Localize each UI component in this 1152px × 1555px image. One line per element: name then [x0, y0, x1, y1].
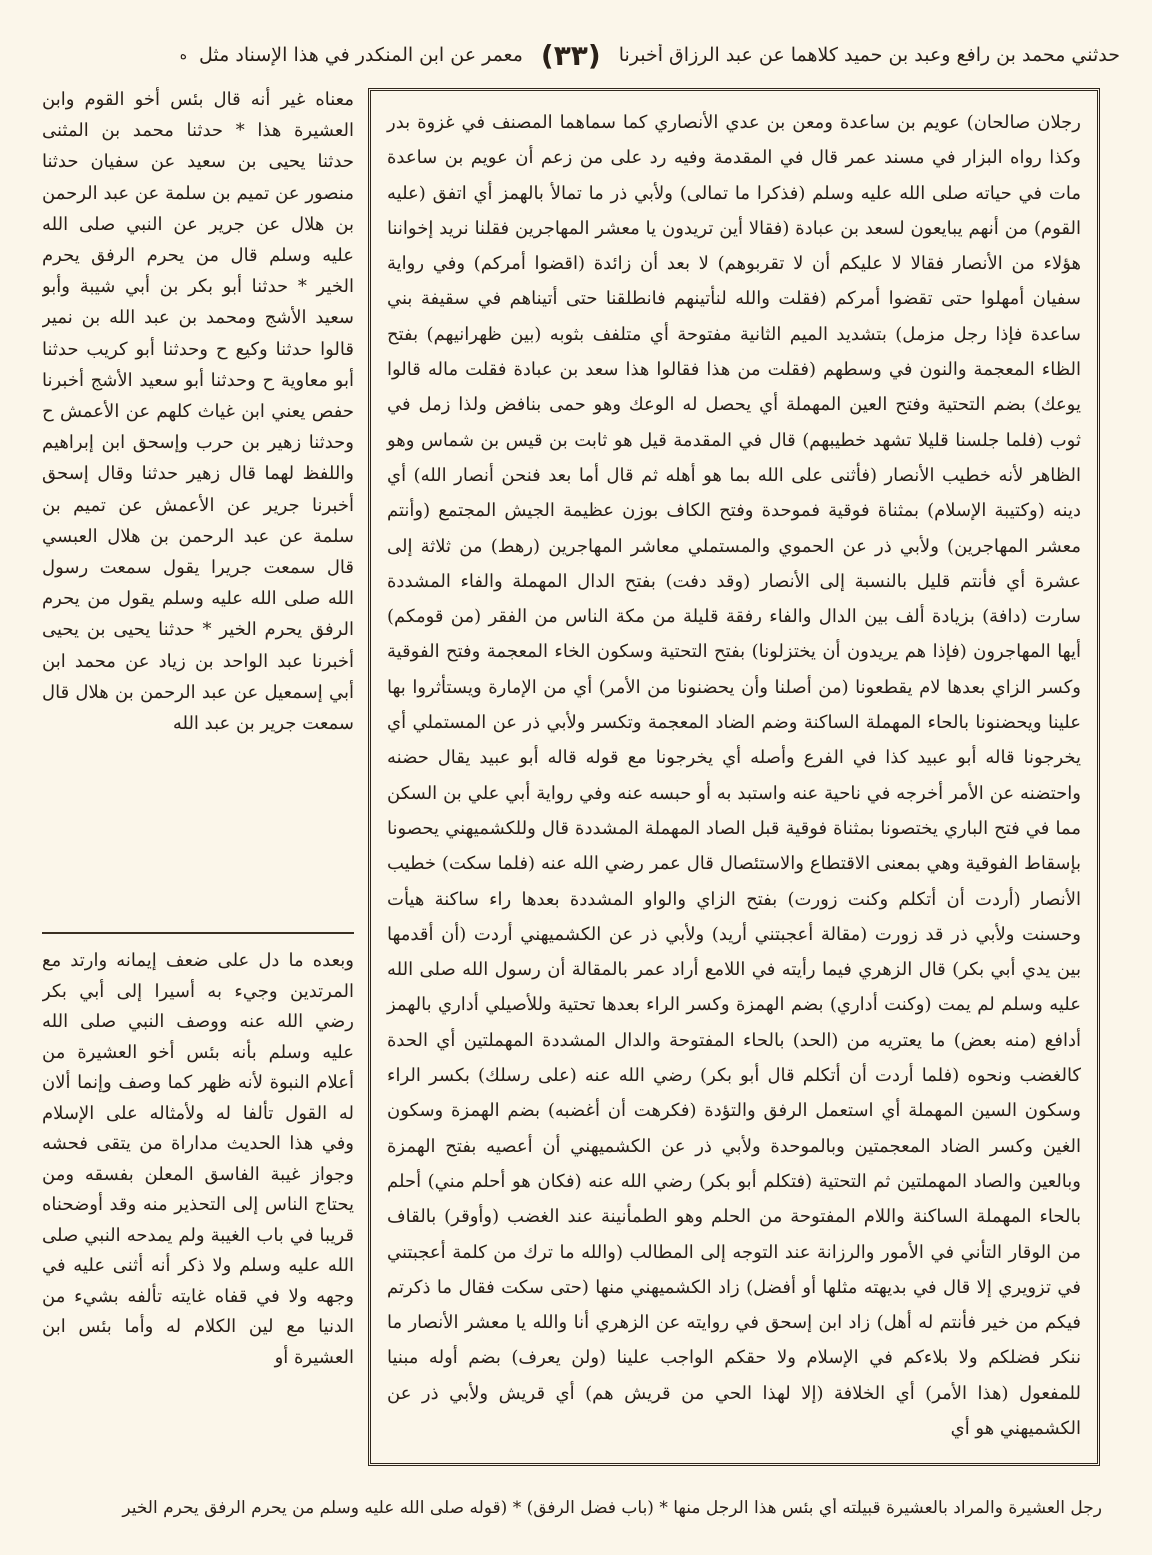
hadith-side-column	[42, 84, 354, 1494]
page-footer: رجل العشيرة والمراد بالعشيرة قبيلته أي بئس هذا الرجل منها * (باب فضل الرفق) * (قوله صلى الله عليه وسلم من يحرم الرفق يحرم الخير	[122, 1498, 1102, 1518]
section-divider	[42, 932, 354, 934]
page-number: (٣٣)	[540, 38, 601, 72]
header-mark: ه	[179, 47, 188, 63]
hadith-text: معناه غير أنه قال بئس أخو القوم وابن العشيرة هذا * حدثنا محمد بن المثنى حدثنا يحيى بن سعيد عن سفيان حدثنا منصور عن تميم بن سلمة عن عبد الرحمن بن هلال عن جرير عن النبي صلى الله عليه وسلم قال من يحرم الرفق يحرم الخير * حدثنا أبو بكر بن أبي شيبة وأبو سعيد الأشج ومحمد بن عبد الله بن نمير قالوا حدثنا وكيع ح وحدثنا أبو كريب حدثنا أبو معاوية ح وحدثنا أبو سعيد الأشج أخبرنا حفص يعني ابن غياث كلهم عن الأعمش ح وحدثنا زهير بن حرب وإسحق ابن إبراهيم واللفظ لهما قال زهير حدثنا وقال إسحق أخبرنا جرير عن الأعمش عن تميم بن سلمة عن عبد الرحمن بن هلال العبسي قال سمعت جريرا يقول سمعت رسول الله صلى الله عليه وسلم يقول من يحرم الرفق يحرم الخير * حدثنا يحيى بن يحيى أخبرنا عبد الواحد بن زياد عن محمد ابن أبي إسمعيل عن عبد الرحمن بن هلال قال سمعت جرير بن عبد الله	[42, 89, 354, 735]
side-commentary-text: وبعده ما دل على ضعف إيمانه وارتد مع المرتدين وجيء به أسيرا إلى أبي بكر رضي الله عنه ووصف النبي صلى الله عليه وسلم بأنه بئس أخو العشيرة من أعلام النبوة لأنه ظهر كما وصف وإنما ألان له القول تألفا له ولأمثاله على الإسلام وفي هذا الحديث مداراة من يتقى فحشه وجواز غيبة الفاسق المعلن بفسقه ومن يحتاج الناس إلى التحذير منه وقد أوضحناه قريبا في باب الغيبة ولم يمدحه النبي صلى الله عليه وسلم ولا ذكر أنه أثنى عليه في وجهه ولا في قفاه غايته تألفه بشيء من الدنيا مع لين الكلام له وأما بئس ابن العشيرة أو	[42, 950, 354, 1368]
commentary-text: رجلان صالحان) عويم بن ساعدة ومعن بن عدي الأنصاري كما سماهما المصنف في غزوة بدر وكذا رواه البزار في مسند عمر قال في المقدمة وفيه رد على من زعم أن عويم بن ساعدة مات في حياته صلى الله عليه وسلم (فذكرا ما تمالى) ولأبي ذر ما تمالأ بالهمز أي اتفق (عليه القوم) من أنهم يبايعون لسعد بن عبادة (فقالا أين تريدون يا معشر المهاجرين فقلنا نريد إخواننا هؤلاء من الأنصار فقالا لا عليكم أن لا تقربوهم) لا بعد أن زائدة (اقضوا أمركم) وفي رواية سفيان أمهلوا حتى تقضوا أمركم (فقلت والله لنأتينهم فانطلقنا حتى أتيناهم في سقيفة بني ساعدة فإذا رجل مزمل) بتشديد الميم الثانية مفتوحة أي متلفف بثوبه (بين ظهرانيهم) بفتح الظاء المعجمة والنون في وسطهم (فقلت من هذا فقالوا هذا سعد بن عبادة فقلت ماله قالوا يوعك) بضم التحتية وفتح العين المهملة أي يحصل له الوعك وهو حمى بنافض ولذا زمل في ثوب (فلما جلسنا قليلا تشهد خطيبهم) قال في المقدمة قيل هو ثابت بن قيس بن شماس وهو الظاهر لأنه خطيب الأنصار (فأثنى على الله بما هو أهله ثم قال أما بعد فنحن أنصار الله) أي دينه (وكتيبة الإسلام) بمثناة فوقية فموحدة وفتح الكاف بوزن عظيمة الجيش المجتمع (وأنتم معشر المهاجرين) ولأبي ذر عن الحموي والمستملي معاشر المهاجرين (رهط) من ثلاثة إلى عشرة أي فأنتم قليل بالنسبة إلى الأنصار (وقد دفت) بفتح الدال المهملة والفاء المشددة سارت (دافة) بزيادة ألف بين الدال والفاء رفقة قليلة من مكة الناس من الفقر (من قومكم) أيها المهاجرون (فإذا هم يريدون أن يختزلونا) بفتح التحتية وسكون الخاء المعجمة وفتح الفوقية وكسر الزاي بعدها لام يقطعونا (من أصلنا وأن يحضنونا من الأمر) أي من الإمارة ويستأثروا بها علينا ويحضنونا بالحاء المهملة الساكنة وضم الضاد المعجمة وتكسر ولأبي ذر عن المستملي أي يخرجونا قاله أبو عبيد كذا في الفرع وأصله أي يخرجونا مع قوله قاله أبو عبيد يقال حضنه واحتضنه عن الأمر أخرجه في ناحية عنه واستبد به أو حبسه عنه وفي رواية أبي علي بن السكن مما في فتح الباري يختصونا بمثناة فوقية قبل الصاد المهملة المشددة قال وللكشميهني يحصونا بإسقاط الفوقية وهي بمعنى الاقتطاع والاستئصال قال عمر رضي الله عنه (فلما سكت) خطيب الأنصار (أردت أن أتكلم وكنت زورت) بفتح الزاي والواو المشددة بعدها راء ساكنة هيأت وحسنت ولأبي ذر قد زورت (مقالة أعجبتني أريد) ولأبي ذر عن الكشميهني أردت (أن أقدمها بين يدي أبي بكر) قال الزهري فيما رأيته في اللامع أراد عمر بالمقالة أن رسول الله صلى الله عليه وسلم لم يمت (وكنت أداري) بضم الهمزة وكسر الراء بعدها تحتية وللأصيلي أداري بالهمز أدافع (منه بعض) ما يعتريه من (الحد) بالحاء المفتوحة والدال المشددة المهملتين أي الحدة كالغضب ونحوه (فلما أردت أن أتكلم قال أبو بكر) رضي الله عنه (على رسلك) بكسر الراء وسكون السين المهملة أي استعمل الرفق والتؤدة (فكرهت أن أغضبه) بضم الهمزة وسكون الغين وكسر الضاد المعجمتين وبالموحدة ولأبي ذر عن الكشميهني أن أعصيه بفتح الهمزة وبالعين والصاد المهملتين ثم التحتية (فتكلم أبو بكر) رضي الله عنه (فكان هو أحلم مني) أحلم بالحاء المهملة الساكنة واللام المفتوحة من الحلم وهو الطمأنينة عند الغضب (وأوقر) بالقاف من الوقار التأني في الأمور والرزانة عند التوجه إلى المطالب (والله ما ترك من كلمة أعجبتني في تزويري إلا قال في بديهته مثلها أو أفضل) زاد الكشميهني منها (حتى سكت فقال ما ذكرتم فيكم من خير فأنتم له أهل) زاد ابن إسحق في روايته عن الزهري أنا والله يا معشر الأنصار ما ننكر فضلكم ولا بلاءكم في الإسلام ولا حقكم الواجب علينا (ولن يعرف) بضم أوله مبنيا للمفعول (هذا الأمر) أي الخلافة (إلا لهذا الحي من قريش هم) أي قريش ولأبي ذر عن الكشميهني هو أي	[387, 112, 1082, 1439]
header-right-text: حدثني محمد بن رافع وعبد بن حميد كلاهما عن عبد الرزاق أخبرنا	[618, 44, 1120, 66]
page-header	[40, 30, 1120, 80]
commentary-box	[368, 88, 1100, 1466]
header-left-text: معمر عن ابن المنكدر في هذا الإسناد مثل	[199, 44, 523, 66]
